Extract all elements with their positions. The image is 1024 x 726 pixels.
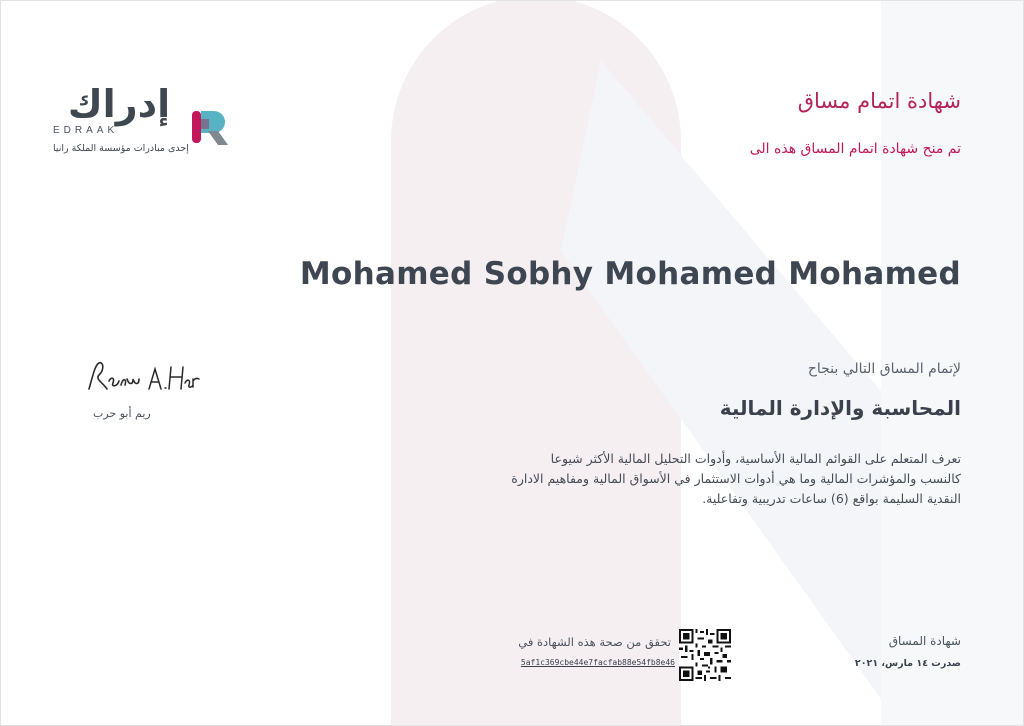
completion-label: لإتمام المساق التالي بنجاح [807,361,961,377]
signature-image [83,355,203,399]
certificate-subtitle: تم منح شهادة اتمام المساق هذه الى [749,141,961,157]
logo-tagline: إحدى مبادرات مؤسسة الملكة رانيا [53,143,189,154]
verification-link[interactable]: 5af1c369cbe44e7facfab88e54fb8e46 [520,658,675,667]
course-name: المحاسبة والإدارة المالية [719,396,961,420]
recipient-name: Mohamed Sobhy Mohamed Mohamed [299,256,961,292]
edraak-mark-icon [188,105,232,149]
signatory-name: ريم أبو حرب [93,407,151,420]
certificate-title: شهادة اتمام مساق [797,89,961,113]
qr-code-icon[interactable] [679,629,731,681]
verification-label: تحقق من صحة هذه الشهادة في [518,635,671,649]
logo-wordmark: إدراك [67,82,171,126]
edraak-logo [53,81,243,171]
certificate-type: شهادة المساق [888,634,961,648]
logo-latin-text: EDRAAK [53,125,119,136]
course-description: تعرف المتعلم على القوائم المالية الأساسية، وأدوات التحليل المالية الأكثر شيوعا كالنسب والمؤشرات المالية وما هي أدوات الاستثمار في الأسواق المالية ومفاهيم الادارة النقدية السليمة بواقع (6) ساعات تدريبية وتفاعلية. [511,451,961,506]
issue-date: صدرت ١٤ مارس، ٢٠٢١ [854,658,961,669]
